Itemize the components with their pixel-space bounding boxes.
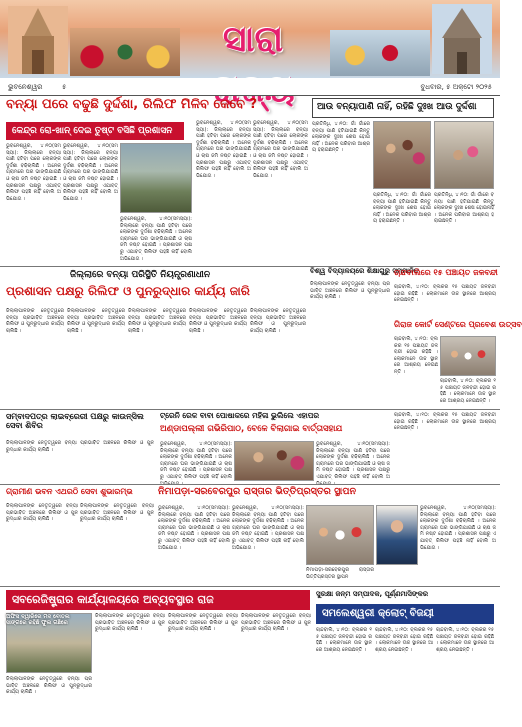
festival-crowd-image (70, 28, 180, 76)
top-right-body-col1: ପ୍ରତିନିଧି, ୪।୧୦: ଗାଁ ଗାଁରେ ବନ୍ୟା ପାଣି ହଟିଯାଇଛି କିନ୍ତୁ ଲୋକଙ୍କ ଦୁଃଖ ଶେଷ ହୋଇନାହିଁ । ଅନେକ ପରିବାର ଆଶ୍ରୟ ହରାଇଛନ୍ତି । (312, 121, 370, 154)
lead-body-col5: ଭୁବନେଶ୍ୱର, ୪।୧୦(ସମସ୍ୟା): ଜିଲ୍ଲାରେ ବନ୍ୟା ପାଣି ହଟିବା ପରେ ଲୋକଙ୍କ ଦୁର୍ଦ୍ଦଶା ବଢିଚାଲିଛି । ଅନେକ ଗ୍ରାମରେ ଘର ଭାଙ୍ଗିଯାଇଛି ଓ ଚାଷ ଜମି ନଷ୍ଟ ହୋଇଛି । ପ୍ରଶାସନ ପକ୍ଷରୁ ଏଯାବତ୍ ରିଲିଫ ପହଞ୍ଚି ନାହିଁ ବୋଲି ଅଭିଯୋଗ । (253, 120, 308, 179)
photo-caption: ନିମାପଡ଼ା-ସରବେରପୁର ରାସ୍ତାର ଭିତ୍ତିପ୍ରସ୍ତର ସ୍ଥାପନ (306, 567, 374, 580)
lower-center-body-col1: ଭୁବନେଶ୍ୱର, ୪।୧୦(ସମସ୍ୟା): ଜିଲ୍ଲାରେ ବନ୍ୟା ପାଣି ହଟିବା ପରେ ଲୋକଙ୍କ ଦୁର୍ଦ୍ଦଶା ବଢିଚାଲିଛି । ଅନେକ ଗ୍ରାମରେ ଘର ଭାଙ୍ଗିଯାଇଛି ଓ ଚାଷ ଜମି ନଷ୍ଟ ହୋଇଛି । ପ୍ରଶାସନ ପକ୍ଷରୁ ଏଯାବତ୍ ରିଲିଫ ପହଞ୍ଚି ନାହିଁ ବୋଲି ଅଭିଯୋଗ । (158, 505, 230, 551)
lead-subheadline: କେନ୍ଦ୍ର ରୋ-ଖାନ୍ ଦେଇ ତୁଷ୍ଟ ବସିଛି ପ୍ରଶାସନ (6, 122, 184, 140)
relief-crowd-photo (373, 121, 431, 189)
second-headline: ପ୍ରଶାସନ ପକ୍ଷରୁ ରିଲିଫ ଓ ପୁନରୁଦ୍ଧାର କାର୍ଯ୍ୟ ଜାରି (6, 284, 250, 298)
mid-left-body: ଜିଲ୍ଲାପାଳଙ୍କ ନେତୃତ୍ୱରେ ବନ୍ୟା ପ୍ରଭାବିତ ଅଞ୍ଚଳରେ ରିଲିଫ ଓ ପୁନରୁଦ୍ଧାର କାର୍ଯ୍ୟ ଚାଲିଛି । (6, 440, 154, 453)
page-number: ୫ (62, 83, 67, 91)
temple-right-image (432, 4, 492, 74)
masthead (0, 0, 500, 78)
mid-center-body: ଭୁବନେଶ୍ୱର, ୪।୧୦(ସମସ୍ୟା): ଜିଲ୍ଲାରେ ବନ୍ୟା ପାଣି ହଟିବା ପରେ ଲୋକଙ୍କ ଦୁର୍ଦ୍ଦଶା ବଢିଚାଲିଛି । ଅନେକ ଗ୍ରାମରେ ଘର ଭାଙ୍ଗିଯାଇଛି ଓ ଚାଷ ଜମି ନଷ୍ଟ ହୋଇଛି । ପ୍ରଶାସନ ପକ୍ଷରୁ ଏଯାବତ୍ ରିଲିଫ ପହଞ୍ଚି ନାହିଁ ବୋଲି (160, 441, 232, 480)
top-right-headline-box (312, 98, 494, 118)
right-b-body2: ଚାନ୍ଦବାଲି, ୪।୧୦: ବ୍ଲକର ୧୫ ପଞ୍ଚାୟତ ଜଳବନ୍ଦୀ ହୋଇ ରହିଛି । ଲୋକମାନେ ଉଚ୍ଚ ସ୍ଥାନରେ ଆଶ୍ରୟ ନେଇଛନ୍ତି । (440, 378, 496, 404)
bottom-right-headline: ସମଲେଶ୍ୱରୀ କ୍ଲୋଟ୍ ବିଜୟୀ (316, 604, 494, 624)
bottom-left-body-col3: ଜିଲ୍ଲାପାଳଙ୍କ ନେତୃତ୍ୱରେ ବନ୍ୟା ପ୍ରଭାବିତ ଅଞ୍ଚଳରେ ରିଲିଫ ଓ ପୁନରୁଦ୍ଧାର କାର୍ଯ୍ୟ ଚାଲିଛି । (168, 613, 238, 633)
bottom-right-body-col1: ଚାନ୍ଦବାଲି, ୪।୧୦: ବ୍ଲକର ୧୫ ପଞ୍ଚାୟତ ଜଳବନ୍ଦୀ ହୋଇ ରହିଛି । ଲୋକମାନେ ଉଚ୍ଚ ସ୍ଥାନରେ ଆଶ୍ରୟ ନେଇଛନ୍ତି । (316, 627, 372, 653)
right-a-headline: ଚାନ୍ଦବାଲିରେ ୧୫ ପଞ୍ଚାୟତ ଜଳବନ୍ଦୀ (394, 268, 498, 277)
lead-body-col2: ଭୁବନେଶ୍ୱର, ୪।୧୦(ସମସ୍ୟା): ଜିଲ୍ଲାରେ ବନ୍ୟା ପାଣି ହଟିବା ପରେ ଲୋକଙ୍କ ଦୁର୍ଦ୍ଦଶା ବଢିଚାଲିଛି । ଅନେକ ଗ୍ରାମରେ ଘର ଭାଙ୍ଗିଯାଇଛି ଓ ଚାଷ ଜମି ନଷ୍ଟ ହୋଇଛି । ପ୍ରଶାସନ ପକ୍ଷରୁ ଏଯାବତ୍ ରିଲିଫ ପହଞ୍ଚି ନାହିଁ ବୋଲି ଅଭିଯୋଗ । (63, 143, 118, 202)
lead-body-col4: ଭୁବନେଶ୍ୱର, ୪।୧୦(ସମସ୍ୟା): ଜିଲ୍ଲାରେ ବନ୍ୟା ପାଣି ହଟିବା ପରେ ଲୋକଙ୍କ ଦୁର୍ଦ୍ଦଶା ବଢିଚାଲିଛି । ଅନେକ ଗ୍ରାମରେ ଘର ଭାଙ୍ଗିଯାଇଛି ଓ ଚାଷ ଜମି ନଷ୍ଟ ହୋଇଛି । ପ୍ରଶାସନ ପକ୍ଷରୁ ଏଯାବତ୍ ରିଲିଫ ପହଞ୍ଚି ନାହିଁ ବୋଲି ଅଭିଯୋଗ । (196, 120, 251, 179)
mid-center-headline: ଅଣ୍ଡାପଲ୍ଲୀ ଗଭିରିପାଠ, ବେଳେ ବିଲାଗାଇ ବାର୍ତ୍ତାସହାଯ (160, 424, 343, 434)
women-group-photo (234, 441, 314, 481)
dateline (0, 78, 500, 96)
temple-left-image (8, 6, 68, 74)
mid-left-headline: ସମ୍ବାଦପତ୍ର ଲାଇବ୍ରେରୀ ପକ୍ଷରୁ କାଉନ୍ସିଲ ସେବା ଶିବିର (6, 412, 144, 431)
lower-left-body-col1: ଜିଲ୍ଲାପାଳଙ୍କ ନେତୃତ୍ୱରେ ବନ୍ୟା ପ୍ରଭାବିତ ଅଞ୍ଚଳରେ ରିଲିଫ ଓ ପୁନରୁଦ୍ଧାର କାର୍ଯ୍ୟ ଚାଲିଛି । (6, 503, 78, 523)
second-body-col2: ଜିଲ୍ଲାପାଳଙ୍କ ନେତୃତ୍ୱରେ ବନ୍ୟା ପ୍ରଭାବିତ ଅଞ୍ଚଳରେ ରିଲିଫ ଓ ପୁନରୁଦ୍ଧାର କାର୍ଯ୍ୟ ଚାଲିଛି । (67, 308, 125, 334)
lead-body-col3: ଭୁବନେଶ୍ୱର, ୪।୧୦(ସମସ୍ୟା): ଜିଲ୍ଲାରେ ବନ୍ୟା ପାଣି ହଟିବା ପରେ ଲୋକଙ୍କ ଦୁର୍ଦ୍ଦଶା ବଢିଚାଲିଛି । ଅନେକ ଗ୍ରାମରେ ଘର ଭାଙ୍ଗିଯାଇଛି ଓ ଚାଷ ଜମି ନଷ୍ଟ ହୋଇଛି । ପ୍ରଶାସନ ପକ୍ଷରୁ ଏଯାବତ୍ ରିଲିଫ ପହଞ୍ଚି ନାହିଁ ବୋଲି ଅଭିଯୋଗ । (120, 216, 192, 262)
right-c-body: ଚାନ୍ଦବାଲି, ୪।୧୦: ବ୍ଲକର ୧୫ ପଞ୍ଚାୟତ ଜଳବନ୍ଦୀ ହୋଇ ରହିଛି । ଲୋକମାନେ ଉଚ୍ଚ ସ୍ଥାନରେ ଆଶ୍ରୟ ନେଇଛନ୍ତି । (394, 412, 496, 432)
bottom-left-headline: ସବରେଜିଷ୍ଟ୍ରାର କାର୍ଯ୍ୟାଳୟରେ ଅବ୍ୟବସ୍ଥାର ରାଜ (6, 590, 310, 610)
girl-portrait-photo (376, 505, 418, 565)
flood-house-photo (120, 143, 192, 213)
right-b-body: ଚାନ୍ଦବାଲି, ୪।୧୦: ବ୍ଲକର ୧୫ ପଞ୍ଚାୟତ ଜଳବନ୍ଦୀ ହୋଇ ରହିଛି । ଲୋକମାନେ ଉଚ୍ଚ ସ୍ଥାନରେ ଆଶ୍ରୟ ନେଇଛନ୍ତି । (394, 336, 438, 375)
second-body-col1: ଜିଲ୍ଲାପାଳଙ୍କ ନେତୃତ୍ୱରେ ବନ୍ୟା ପ୍ରଭାବିତ ଅଞ୍ଚଳରେ ରିଲିଫ ଓ ପୁନରୁଦ୍ଧାର କାର୍ଯ୍ୟ ଚାଲିଛି । (6, 308, 64, 334)
top-right-body-col2: ପ୍ରତିନିଧି, ୪।୧୦: ଗାଁ ଗାଁରେ ବନ୍ୟା ପାଣି ହଟିଯାଇଛି କିନ୍ତୁ ଲୋକଙ୍କ ଦୁଃଖ ଶେଷ ହୋଇନାହିଁ । ଅନେକ ପରିବାର ଆଶ୍ରୟ ହରାଇଛନ୍ତି । (373, 192, 431, 225)
foundation-ceremony-photo (306, 505, 374, 565)
right-a-body: ଚାନ୍ଦବାଲି, ୪।୧୦: ବ୍ଲକର ୧୫ ପଞ୍ଚାୟତ ଜଳବନ୍ଦୀ ହୋଇ ରହିଛି । ଲୋକମାନେ ଉଚ୍ଚ ସ୍ଥାନରେ ଆଶ୍ରୟ ନେଇଛନ୍ତି । (394, 284, 496, 304)
second-kicker: ଜିଲ୍ଲାରେ ବନ୍ୟା ପରିସ୍ଥିତି ନିୟନ୍ତ୍ରଣାଧୀନ (70, 270, 211, 280)
lower-left-headline: ଗ୍ରାମୀଣ ଭବନ ଏଥରଠି ସେବା ଶୁଭାରମ୍ଭ (6, 487, 133, 496)
lower-center-headline: ନିମାପଡ଼ା-ସରବେରପୁର ରାସ୍ତାର ଭିତ୍ତିପ୍ରସ୍ତର ସ୍ଥାପନ (158, 486, 357, 497)
top-right-body-col3: ପ୍ରତିନିଧି, ୪।୧୦: ଗାଁ ଗାଁରେ ବନ୍ୟା ପାଣି ହଟିଯାଇଛି କିନ୍ତୁ ଲୋକଙ୍କ ଦୁଃଖ ଶେଷ ହୋଇନାହିଁ । ଅନେକ ପରିବାର ଆଶ୍ରୟ ହରାଇଛନ୍ତି । (434, 192, 494, 225)
second-body-col3: ଜିଲ୍ଲାପାଳଙ୍କ ନେତୃତ୍ୱରେ ବନ୍ୟା ପ୍ରଭାବିତ ଅଞ୍ଚଳରେ ରିଲିଫ ଓ ପୁନରୁଦ୍ଧାର କାର୍ଯ୍ୟ ଚାଲିଛି । (128, 308, 186, 334)
divider (0, 409, 500, 410)
second-body-col5: ଜିଲ୍ଲାପାଳଙ୍କ ନେତୃତ୍ୱରେ ବନ୍ୟା ପ୍ରଭାବିତ ଅଞ୍ଚଳରେ ରିଲିଫ ଓ ପୁନରୁଦ୍ଧାର କାର୍ଯ୍ୟ ଚାଲିଛି । (250, 308, 306, 334)
lead-headline: ବନ୍ୟା ପରେ ବଢୁଛି ଦୁର୍ଦ୍ଦଶା, ରିଲିଫ ମିଳିବ କେବେ ? (6, 97, 258, 112)
second-body-col4: ଜିଲ୍ଲାପାଳଙ୍କ ନେତୃତ୍ୱରେ ବନ୍ୟା ପ୍ରଭାବିତ ଅଞ୍ଚଳରେ ରିଲିଫ ଓ ପୁନରୁଦ୍ଧାର କାର୍ଯ୍ୟ ଚାଲିଛି । (189, 308, 247, 334)
bottom-left-body-col2: ଜିଲ୍ଲାପାଳଙ୍କ ନେତୃତ୍ୱରେ ବନ୍ୟା ପ୍ରଭାବିତ ଅଞ୍ଚଳରେ ରିଲିଫ ଓ ପୁନରୁଦ୍ଧାର କାର୍ଯ୍ୟ ଚାଲିଛି । (95, 613, 165, 633)
bottom-right-kicker: ସୁରକ୍ଷା ଜନ୍ମ ସମ୍ପାଦକ, ପୂର୍ଣ୍ଣମାସିଙ୍କର (316, 590, 429, 598)
mid-center-kicker: ଟ୍ରେନି ରେଳ ବାବା ପୋଷାକରେ ମହିଳା ଭୁଲିଲେ ଏହାପର (160, 411, 319, 420)
divider (0, 586, 500, 587)
top-right-headline: ଆଉ ବନ୍ୟାପାଣି ନାହିଁ, ରହିଛି ଦୁଃଖ ଆଉ ଦୁର୍ଦ୍ଦଶା (317, 102, 477, 112)
right-b-headline: ଗିରାଜ କୋର୍ଟ ସେଣ୍ଟରେ ପ୍ରବେଶ ଉତ୍ସବ (394, 320, 522, 329)
school-event-photo (440, 336, 496, 376)
lower-center-body-col3: ଭୁବନେଶ୍ୱର, ୪।୧୦(ସମସ୍ୟା): ଜିଲ୍ଲାରେ ବନ୍ୟା ପାଣି ହଟିବା ପରେ ଲୋକଙ୍କ ଦୁର୍ଦ୍ଦଶା ବଢିଚାଲିଛି । ଅନେକ ଗ୍ରାମରେ ଘର ଭାଙ୍ଗିଯାଇଛି ଓ ଚାଷ ଜମି ନଷ୍ଟ ହୋଇଛି । ପ୍ରଶାସନ ପକ୍ଷରୁ ଏଯାବତ୍ ରିଲିଫ ପହଞ୍ଚି ନାହିଁ ବୋଲି ଅଭିଯୋଗ । (420, 505, 496, 551)
lower-center-body-col2: ଭୁବନେଶ୍ୱର, ୪।୧୦(ସମସ୍ୟା): ଜିଲ୍ଲାରେ ବନ୍ୟା ପାଣି ହଟିବା ପରେ ଲୋକଙ୍କ ଦୁର୍ଦ୍ଦଶା ବଢିଚାଲିଛି । ଅନେକ ଗ୍ରାମରେ ଘର ଭାଙ୍ଗିଯାଇଛି ଓ ଚାଷ ଜମି ନଷ୍ଟ ହୋଇଛି । ପ୍ରଶାସନ ପକ୍ଷରୁ ଏଯାବତ୍ ରିଲିଫ ପହଞ୍ଚି ନାହିଁ ବୋଲି ଅଭିଯୋଗ । (232, 505, 304, 551)
bottom-right-body-col3: ଚାନ୍ଦବାଲି, ୪।୧୦: ବ୍ଲକର ୧୫ ପଞ୍ଚାୟତ ଜଳବନ୍ଦୀ ହୋଇ ରହିଛି । ଲୋକମାନେ ଉଚ୍ଚ ସ୍ଥାନରେ ଆଶ୍ରୟ ନେଇଛନ୍ତି । (436, 627, 494, 653)
dateline-date: ବୁଧବାର, ୫ ଅକ୍ଟୋ ୨୦୨୫ (420, 83, 492, 91)
villagers-photo (434, 121, 494, 189)
mid-center-body2: ଭୁବନେଶ୍ୱର, ୪।୧୦(ସମସ୍ୟା): ଜିଲ୍ଲାରେ ବନ୍ୟା ପାଣି ହଟିବା ପରେ ଲୋକଙ୍କ ଦୁର୍ଦ୍ଦଶା ବଢିଚାଲିଛି । ଅନେକ ଗ୍ରାମରେ ଘର ଭାଙ୍ଗିଯାଇଛି ଓ ଚାଷ ଜମି ନଷ୍ଟ ହୋଇଛି । ପ୍ରଶାସନ ପକ୍ଷରୁ ଏଯାବତ୍ ରିଲିଫ ପହଞ୍ଚି ନାହିଁ ବୋଲି ଅ (316, 441, 390, 480)
school-headline: ବିଶ୍ୱ ବିଦ୍ୟାଳୟରେ ଶିକ୍ଷାଗୁରୁ ସମ୍ମାନିତ (310, 267, 419, 275)
bottom-left-subheadline: ଅଫିସ ଦ୍ୱାରିରେ ମଦ ବୋତଲ ସାଙ୍ଗରେ ରହିଛି ଫୁଲ ଗଛିରେ (6, 614, 70, 627)
school-body: ଜିଲ୍ଲାପାଳଙ୍କ ନେତୃତ୍ୱରେ ବନ୍ୟା ପ୍ରଭାବିତ ଅଞ୍ଚଳରେ ରିଲିଫ ଓ ପୁନରୁଦ୍ଧାର କାର୍ଯ୍ୟ ଚାଲିଛି । (310, 281, 390, 301)
lead-body-col1: ଭୁବନେଶ୍ୱର, ୪।୧୦(ସମସ୍ୟା): ଜିଲ୍ଲାରେ ବନ୍ୟା ପାଣି ହଟିବା ପରେ ଲୋକଙ୍କ ଦୁର୍ଦ୍ଦଶା ବଢିଚାଲିଛି । ଅନେକ ଗ୍ରାମରେ ଘର ଭାଙ୍ଗିଯାଇଛି ଓ ଚାଷ ଜମି ନଷ୍ଟ ହୋଇଛି । ପ୍ରଶାସନ ପକ୍ଷରୁ ଏଯାବତ୍ ରିଲିଫ ପହଞ୍ଚି ନାହିଁ ବୋଲି ଅଭିଯୋଗ । (6, 143, 61, 202)
festival-crowd-image (330, 30, 430, 76)
lower-left-body-col2: ଜିଲ୍ଲାପାଳଙ୍କ ନେତୃତ୍ୱରେ ବନ୍ୟା ପ୍ରଭାବିତ ଅଞ୍ଚଳରେ ରିଲିଫ ଓ ପୁନରୁଦ୍ଧାର କାର୍ଯ୍ୟ ଚାଲିଛି । (80, 503, 154, 523)
bottom-left-body-col1: ଜିଲ୍ଲାପାଳଙ୍କ ନେତୃତ୍ୱରେ ବନ୍ୟା ପ୍ରଭାବିତ ଅଞ୍ଚଳରେ ରିଲିଫ ଓ ପୁନରୁଦ୍ଧାର କାର୍ଯ୍ୟ ଚାଲିଛି । (6, 676, 92, 696)
bottom-left-body-col4: ଜିଲ୍ଲାପାଳଙ୍କ ନେତୃତ୍ୱରେ ବନ୍ୟା ପ୍ରଭାବିତ ଅଞ୍ଚଳରେ ରିଲିଫ ଓ ପୁନରୁଦ୍ଧାର କାର୍ଯ୍ୟ ଚାଲିଛି । (241, 613, 311, 633)
dateline-left: ଭୁବନେଶ୍ୱର (8, 83, 43, 91)
bottom-right-body-col2: ଚାନ୍ଦବାଲି, ୪।୧୦: ବ୍ଲକର ୧୫ ପଞ୍ଚାୟତ ଜଳବନ୍ଦୀ ହୋଇ ରହିଛି । ଲୋକମାନେ ଉଚ୍ଚ ସ୍ଥାନରେ ଆଶ୍ରୟ ନେଇଛନ୍ତି । (375, 627, 433, 653)
masthead-title: ସାରା (222, 18, 284, 60)
divider (0, 484, 500, 485)
divider (0, 266, 500, 267)
